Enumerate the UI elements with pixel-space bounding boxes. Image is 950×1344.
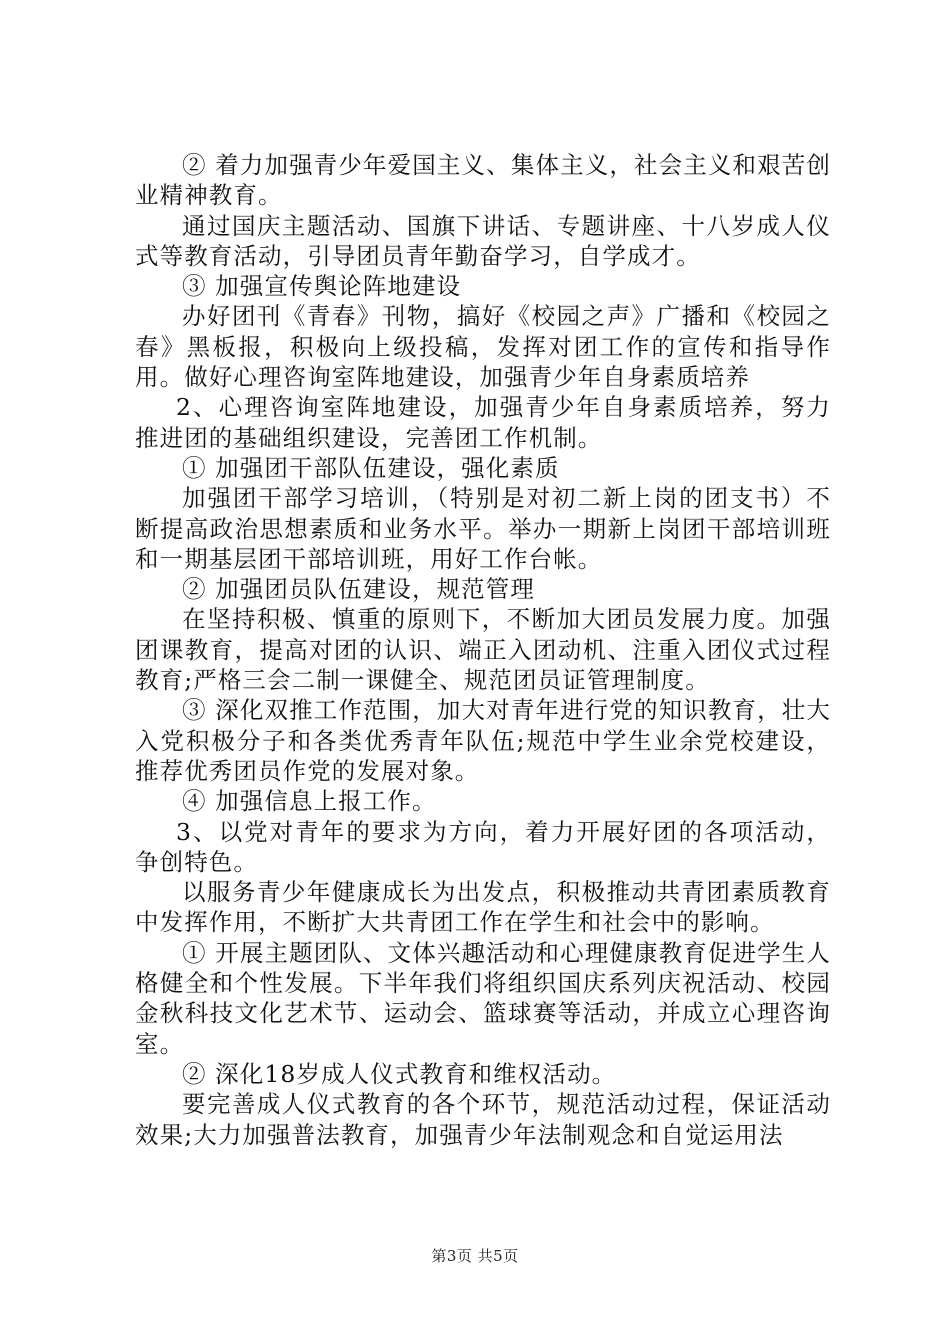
- document-body: [135, 150, 831, 1150]
- paragraph: 要完善成人仪式教育的各个环节，规范活动过程，保证活动效果;大力加强普法教育，加强青少年法制观念和自觉运用法: [135, 1090, 831, 1149]
- subsection-heading: ④ 加强信息上报工作。: [182, 787, 437, 816]
- paragraph: ③ 深化双推工作范围，加大对青年进行党的知识教育，壮大入党积极分子和各类优秀青年队伍;规范中学生业余党校建设，推荐优秀团员作党的发展对象。: [135, 696, 831, 785]
- paragraph: 在坚持积极、慎重的原则下，不断加大团员发展力度。加强团课教育，提高对团的认识、端正入团动机、注重入团仪式过程教育;严格三会二制一课健全、规范团员证管理制度。: [135, 605, 831, 695]
- paragraph: ② 着力加强青少年爱国主义、集体主义，社会主义和艰苦创业精神教育。: [135, 151, 831, 210]
- page-number-footer: 第3页 共5页: [431, 1247, 519, 1265]
- subsection-heading: ② 加强团员队伍建设，规范管理: [182, 575, 535, 604]
- section-heading: ③ 加强宣传舆论阵地建设: [182, 272, 462, 301]
- paragraph: 以服务青少年健康成长为出发点，积极推动共青团素质教育中发挥作用，不断扩大共青团工作在学生和社会中的影响。: [135, 878, 831, 937]
- paragraph: 通过国庆主题活动、国旗下讲话、专题讲座、十八岁成人仪式等教育活动，引导团员青年勤奋学习，自学成才。: [135, 211, 831, 270]
- section-heading: 3、以党对青年的要求为方向，着力开展好团的各项活动，争创特色。: [135, 817, 831, 876]
- paragraph: 加强团干部学习培训，（特别是对初二新上岗的团支书）不断提高政治思想素质和业务水平。举办一期新上岗团干部培训班和一期基层团干部培训班，用好工作台帐。: [135, 484, 831, 573]
- subsection-heading: ① 加强团干部队伍建设，强化素质: [182, 453, 560, 482]
- section-heading: 2、心理咨询室阵地建设，加强青少年自身素质培养，努力推进团的基础组织建设，完善团工作机制。: [135, 393, 831, 452]
- subsection-heading: ② 深化18岁成人仪式教育和维权活动。: [182, 1059, 617, 1088]
- paragraph: ① 开展主题团队、文体兴趣活动和心理健康教育促进学生人格健全和个性发展。下半年我们将组织国庆系列庆祝活动、校园金秋科技文化艺术节、运动会、篮球赛等活动，并成立心理咨询室。: [135, 938, 831, 1058]
- paragraph: 办好团刊《青春》刊物，搞好《校园之声》广播和《校园之春》黑板报，积极向上级投稿，发挥对团工作的宣传和指导作用。做好心理咨询室阵地建设，加强青少年自身素质培养: [135, 302, 831, 392]
